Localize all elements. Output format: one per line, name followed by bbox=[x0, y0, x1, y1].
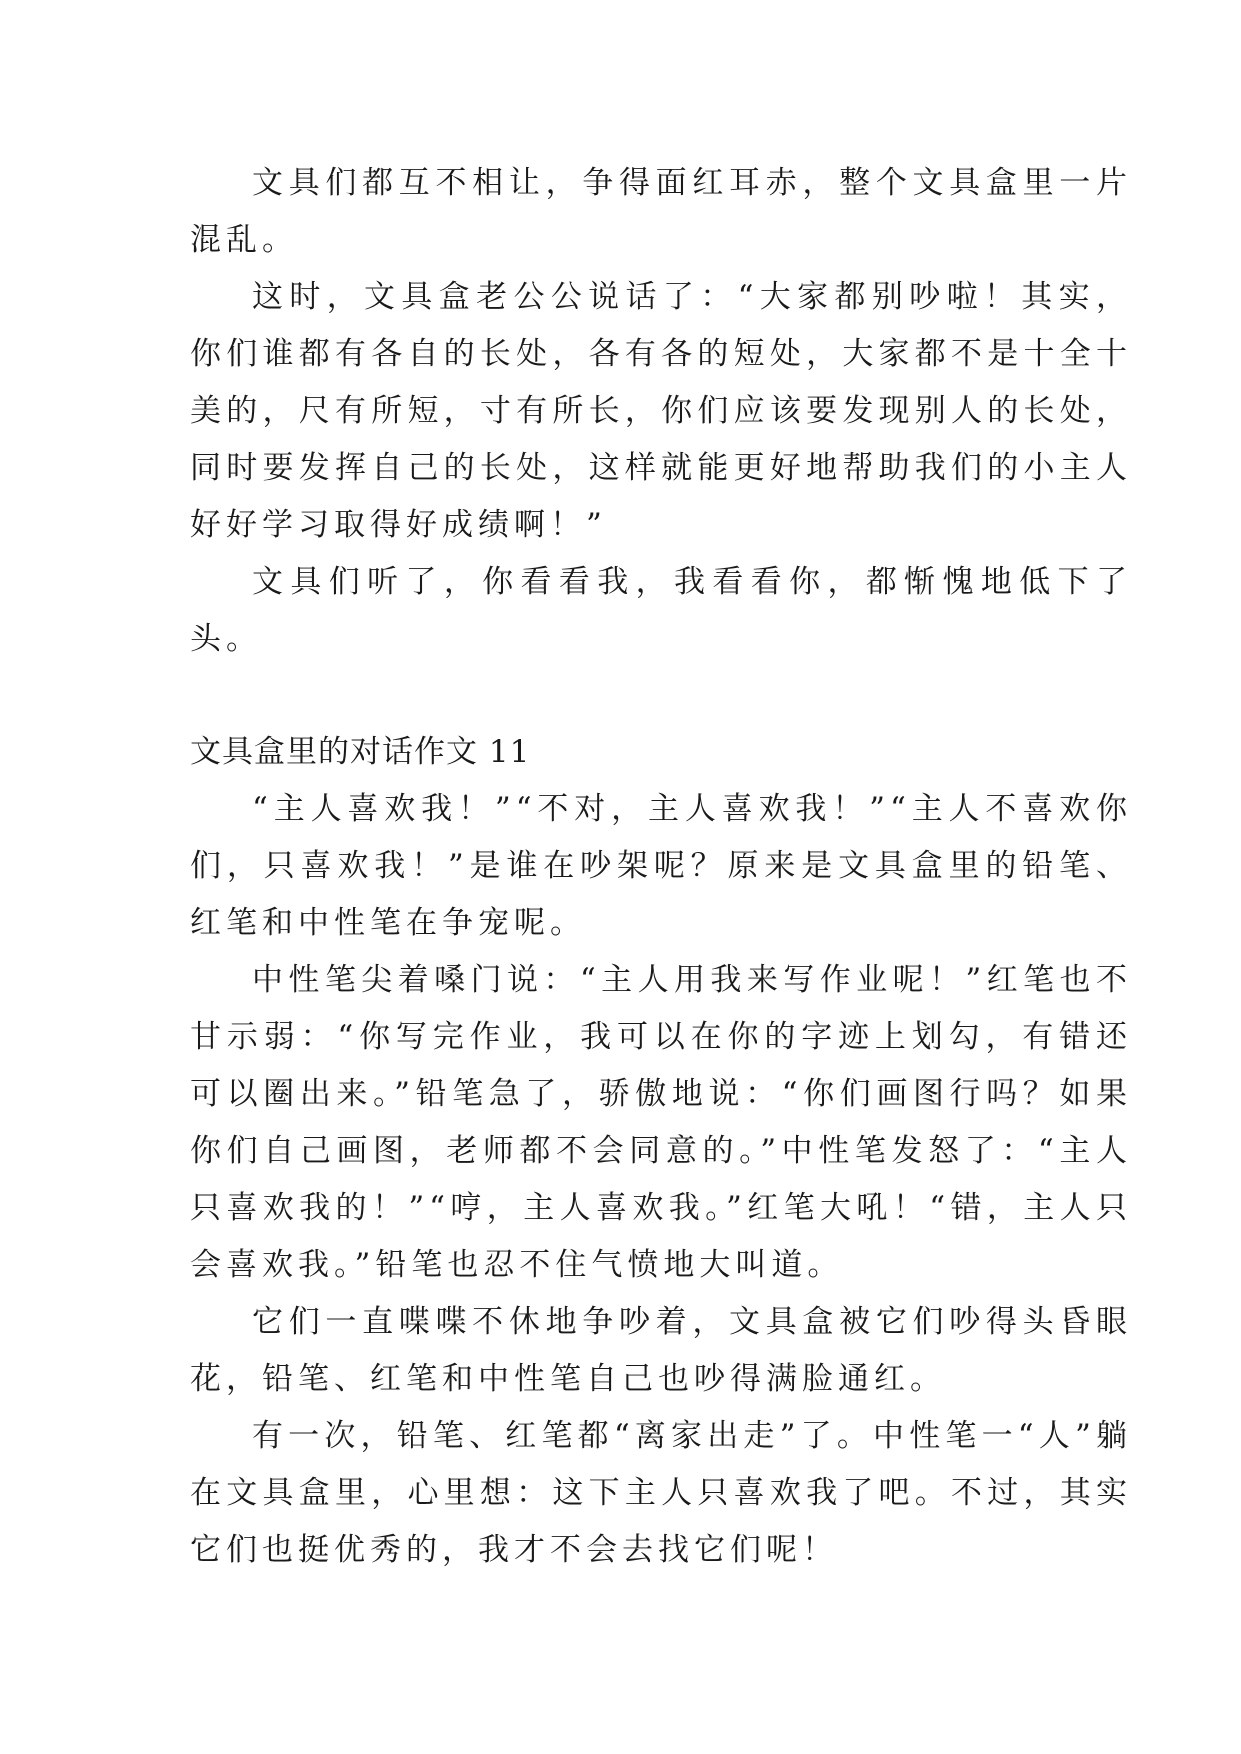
section-heading: 文具盒里的对话作文 11 bbox=[190, 734, 531, 770]
paragraph: 有一次，铅笔、红笔都“离家出走”了。中性笔一“人”躺在文具盒里，心里想：这下主人只喜欢我了吧。不过，其实它们也挺优秀的，我才不会去找它们呢！ bbox=[190, 1418, 1132, 1568]
document-body bbox=[190, 155, 1132, 1579]
paragraph: 文具们听了，你看看我，我看看你，都惭愧地低下了头。 bbox=[190, 564, 1132, 657]
paragraph: 文具们都互不相让，争得面红耳赤，整个文具盒里一片混乱。 bbox=[190, 165, 1132, 258]
paragraph: 中性笔尖着嗓门说：“主人用我来写作业呢！”红笔也不甘示弱：“你写完作业，我可以在你的字迹上划勾，有错还可以圈出来。”铅笔急了，骄傲地说：“你们画图行吗？如果你们自己画图，老师都不会同意的。”中性笔发怒了：“主人只喜欢我的！”“哼，主人喜欢我。”红笔大吼！“错，主人只会喜欢我。”铅笔也忍不住气愤地大叫道。 bbox=[190, 962, 1132, 1283]
paragraph: “主人喜欢我！”“不对，主人喜欢我！”“主人不喜欢你们，只喜欢我！”是谁在吵架呢？原来是文具盒里的铅笔、红笔和中性笔在争宠呢。 bbox=[190, 791, 1132, 941]
paragraph: 它们一直喋喋不休地争吵着，文具盒被它们吵得头昏眼花，铅笔、红笔和中性笔自己也吵得满脸通红。 bbox=[190, 1304, 1132, 1397]
paragraph: 这时，文具盒老公公说话了：“大家都别吵啦！其实，你们谁都有各自的长处，各有各的短处，大家都不是十全十美的，尺有所短，寸有所长，你们应该要发现别人的长处，同时要发挥自己的长处，这样就能更好地帮助我们的小主人好好学习取得好成绩啊！” bbox=[190, 279, 1132, 543]
